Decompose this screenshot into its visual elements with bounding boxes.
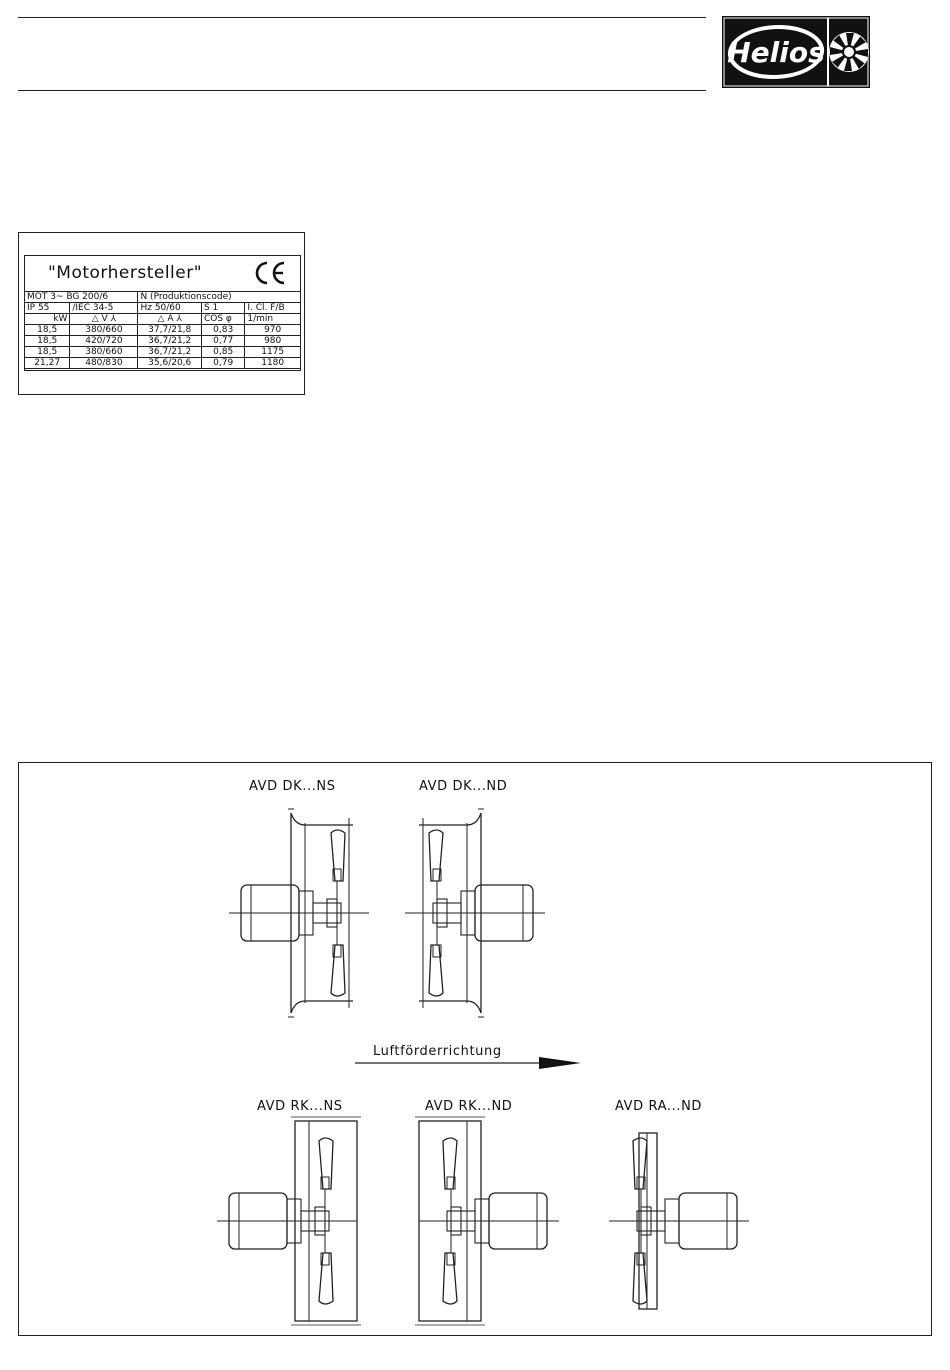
nameplate-cell: Hz 50/60 xyxy=(138,303,202,314)
nameplate-cell: 0,85 xyxy=(201,347,244,358)
fan-avd-dk-nd xyxy=(405,809,545,1017)
nameplate-row xyxy=(25,336,300,347)
fan-avd-ra-nd xyxy=(609,1133,749,1309)
nameplate-row xyxy=(25,292,300,303)
logo-wordmark: Helios xyxy=(727,36,825,69)
motor-nameplate xyxy=(18,232,305,395)
nameplate-cell: 380/660 xyxy=(70,347,138,358)
nameplate-cell: MOT 3~ BG 200/6 xyxy=(25,292,138,303)
fan-avd-rk-ns xyxy=(217,1117,361,1325)
fan-avd-dk-ns xyxy=(229,809,369,1017)
header-rule-top xyxy=(18,17,706,18)
nameplate-inner-frame xyxy=(24,255,301,371)
nameplate-row xyxy=(25,303,300,314)
nameplate-cell: IP 55 xyxy=(25,303,70,314)
nameplate-cell: △ V ⅄ xyxy=(70,314,138,325)
nameplate-cell: S 1 xyxy=(201,303,244,314)
drawing-canvas xyxy=(19,763,931,1335)
nameplate-cell: kW xyxy=(25,314,70,325)
nameplate-row xyxy=(25,325,300,336)
nameplate-cell: 980 xyxy=(245,336,300,347)
airflow-arrow-icon xyxy=(355,1057,581,1069)
nameplate-cell: 36,7/21,2 xyxy=(138,347,202,358)
nameplate-cell: 420/720 xyxy=(70,336,138,347)
nameplate-cell: △ A ⅄ xyxy=(138,314,202,325)
nameplate-table xyxy=(25,291,300,369)
nameplate-cell: /IEC 34-5 xyxy=(70,303,138,314)
nameplate-title: "Motorhersteller" xyxy=(47,263,203,283)
fan-avd-rk-nd xyxy=(415,1117,559,1325)
nameplate-cell: I. Cl. F/B xyxy=(245,303,300,314)
nameplate-cell: 0,83 xyxy=(201,325,244,336)
nameplate-cell: COS φ xyxy=(201,314,244,325)
nameplate-cell: 37,7/21,8 xyxy=(138,325,202,336)
label-avd-ra-nd: AVD RA...ND xyxy=(615,1099,702,1114)
nameplate-cell: 0,77 xyxy=(201,336,244,347)
nameplate-cell: 21,27 xyxy=(25,358,70,369)
nameplate-cell: 480/830 xyxy=(70,358,138,369)
nameplate-cell: 1180 xyxy=(245,358,300,369)
nameplate-cell: 36,7/21,2 xyxy=(138,336,202,347)
label-avd-rk-ns: AVD RK...NS xyxy=(257,1099,343,1114)
helios-logo xyxy=(722,16,870,88)
nameplate-cell: 18,5 xyxy=(25,336,70,347)
fan-arrangement-drawing xyxy=(18,762,932,1336)
airflow-direction-label: Luftförderrichtung xyxy=(373,1044,502,1059)
header-rule-bottom xyxy=(18,90,706,91)
nameplate-cell: 380/660 xyxy=(70,325,138,336)
nameplate-row xyxy=(25,347,300,358)
nameplate-row xyxy=(25,314,300,325)
label-avd-dk-ns: AVD DK...NS xyxy=(249,779,336,794)
nameplate-cell: 18,5 xyxy=(25,325,70,336)
label-avd-dk-nd: AVD DK...ND xyxy=(419,779,508,794)
nameplate-cell: 0,79 xyxy=(201,358,244,369)
ce-mark-icon xyxy=(253,260,287,290)
nameplate-cell: 18,5 xyxy=(25,347,70,358)
fan-impeller-icon xyxy=(829,32,869,72)
nameplate-cell: N (Produktionscode) xyxy=(138,292,300,303)
nameplate-cell: 1/min xyxy=(245,314,300,325)
label-avd-rk-nd: AVD RK...ND xyxy=(425,1099,513,1114)
nameplate-cell: 35,6/20,6 xyxy=(138,358,202,369)
nameplate-cell: 970 xyxy=(245,325,300,336)
nameplate-row xyxy=(25,358,300,369)
nameplate-cell: 1175 xyxy=(245,347,300,358)
